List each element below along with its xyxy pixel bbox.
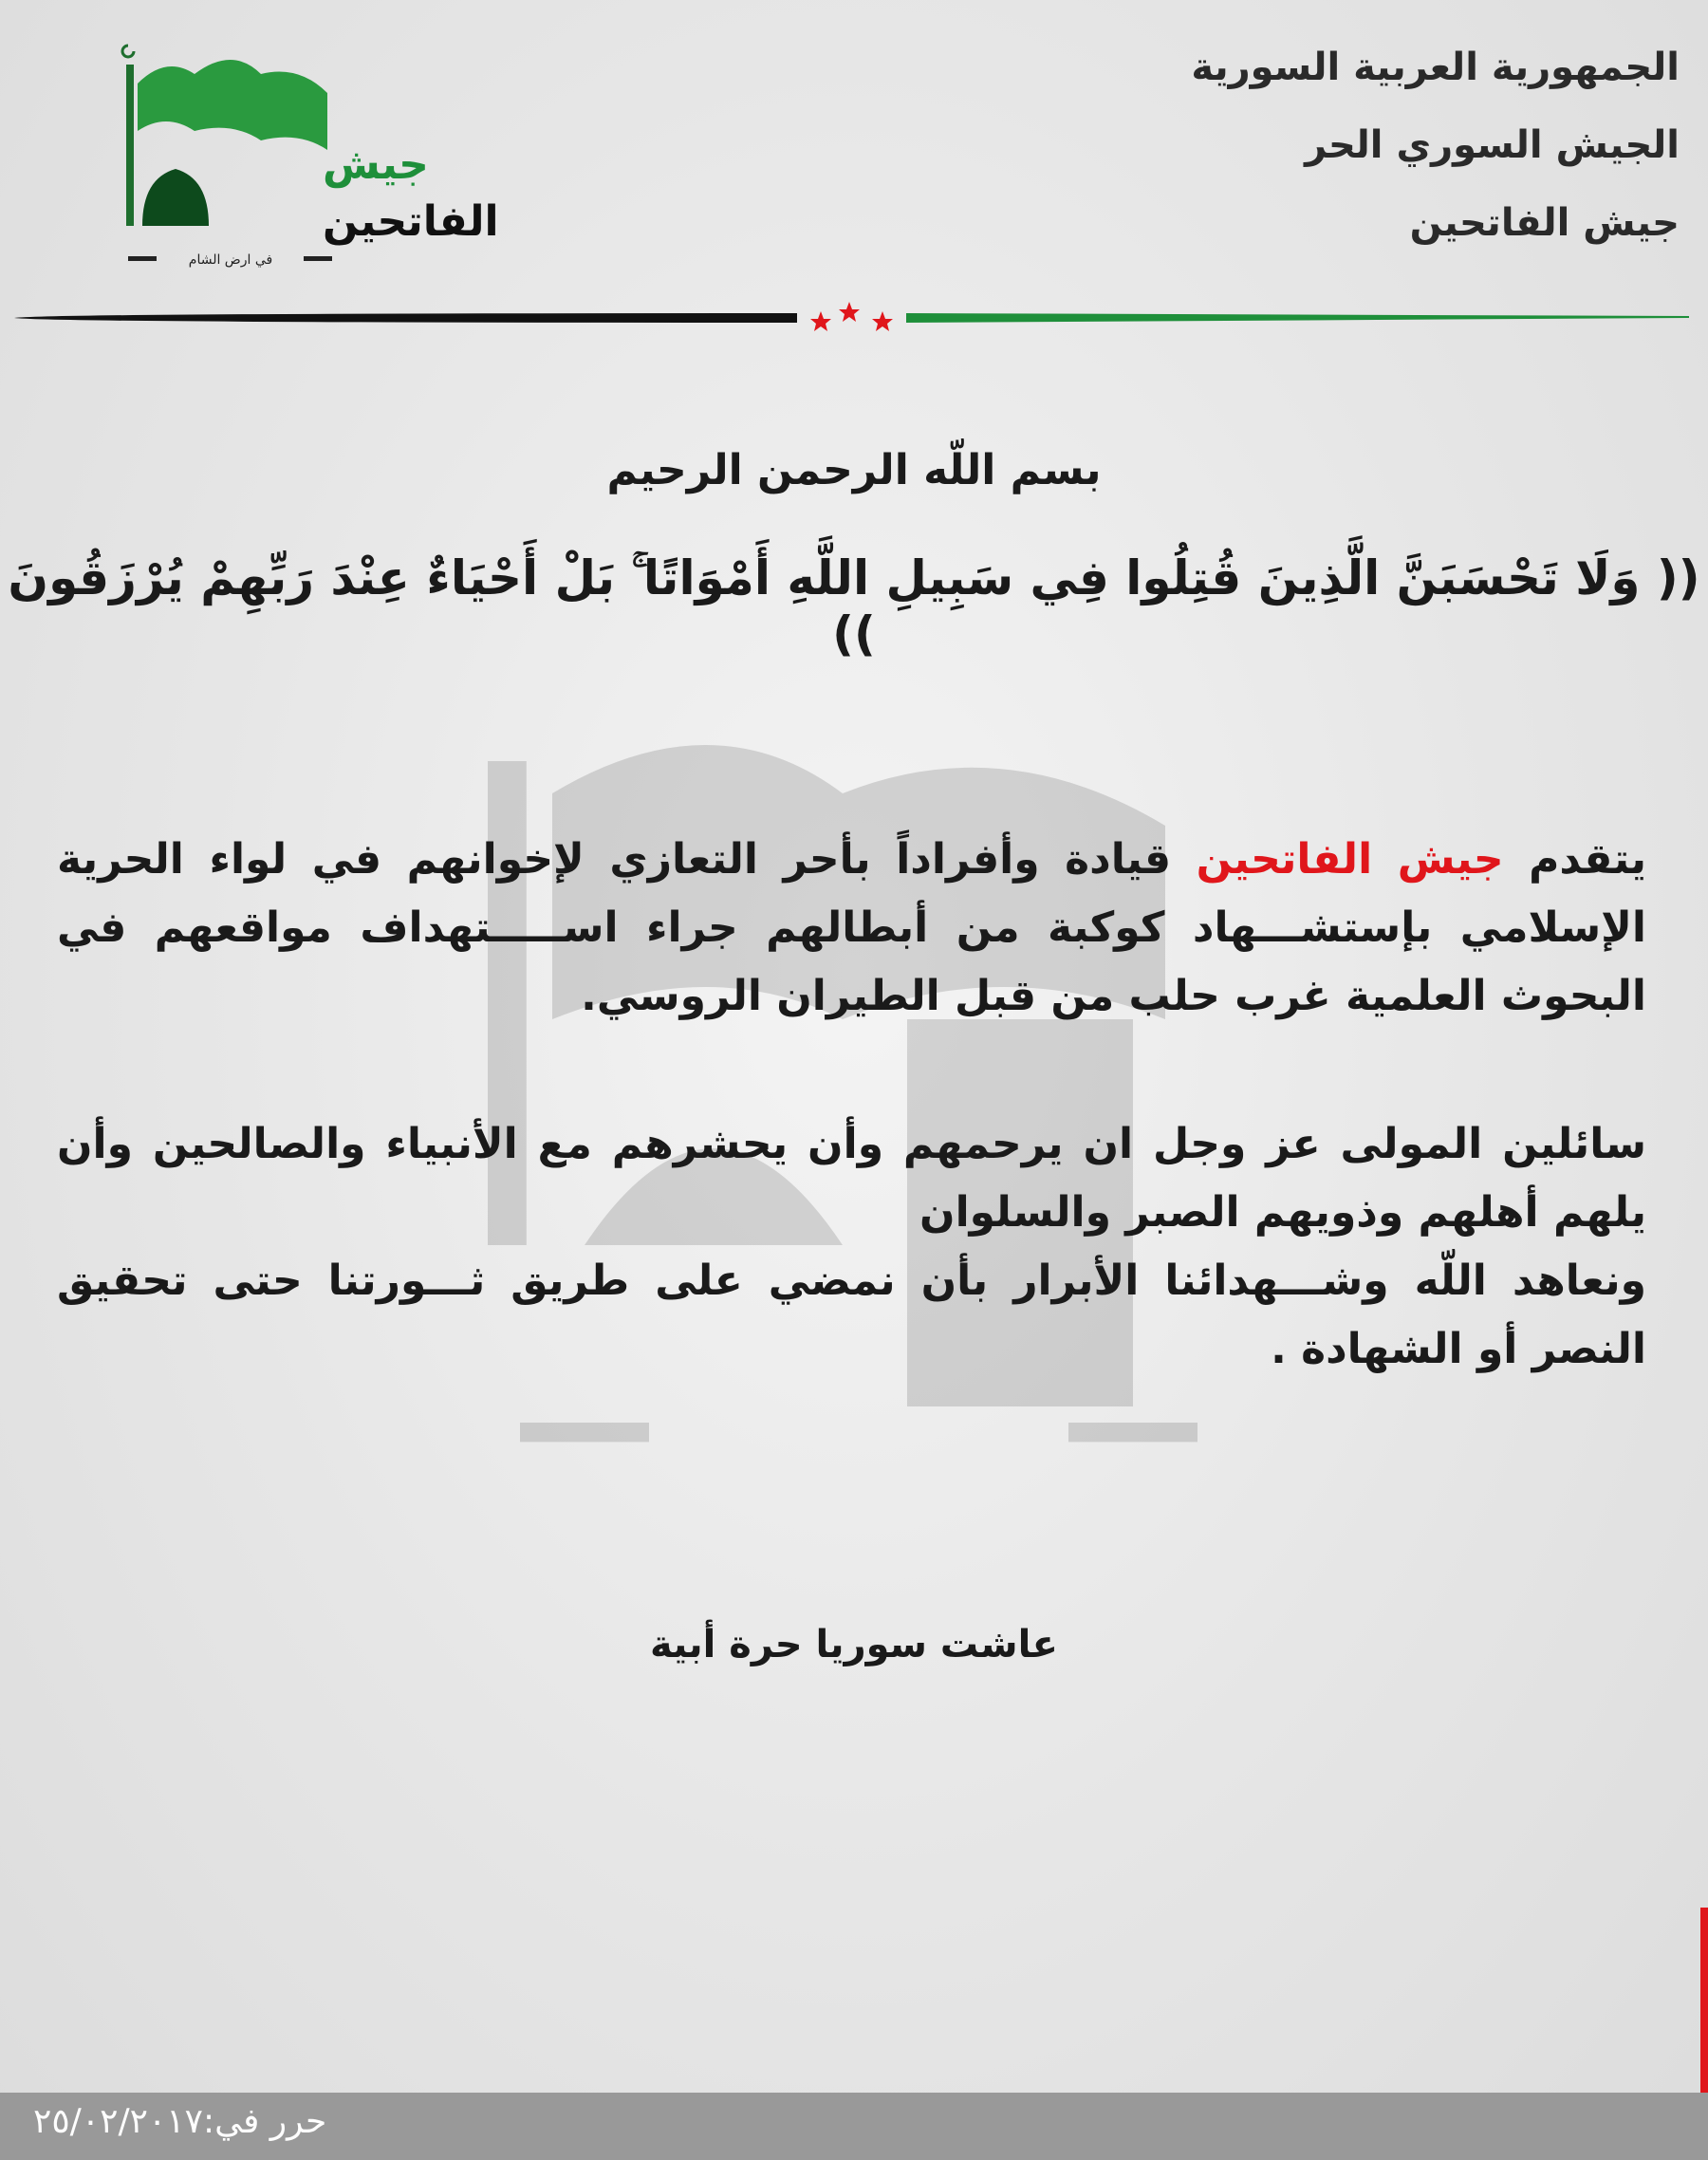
svg-text:جيش: جيش (323, 140, 429, 189)
red-accent-bar (1700, 1908, 1708, 2093)
quran-verse: (( وَلَا تَحْسَبَنَّ الَّذِينَ قُتِلُوا فِي سَبِيلِ اللَّهِ أَمْوَاتًا ۚ بَلْ أَحْيَاءٌ عِنْدَ رَبِّهِمْ يُرْزَقُونَ )) (8, 550, 1700, 661)
pledge-text: ونعاهد اللّه وشـــهدائنا الأبرار بأن نمضي على طريق ثـــورتنا حتى تحقيق النصر أو الشهادة . (57, 1257, 1646, 1373)
svg-text:الفاتحين: الفاتحين (323, 197, 499, 246)
star-icon (839, 302, 860, 322)
faction-name-highlight: جيش الفاتحين (1196, 835, 1504, 884)
star-icon (872, 311, 893, 331)
prayer-paragraph (57, 1110, 1646, 1384)
p1-rest: قيادة وأفراداً بأحر التعازي لإخوانهم في لواء الحرية الإسلامي بإستشـــهاد كوكبة من أبطالهم جراء اســـــتهداف مواقعهم في البحوث العلمية غرب حلب من قبل الطيران الروسي. (57, 835, 1646, 1020)
svg-text:في ارض الشام: في ارض الشام (188, 252, 273, 268)
issue-date: حرر في:٢٥/٠٢/٢٠١٧ (33, 2102, 327, 2141)
prayer-text: سائلين المولى عز وجل ان يرحمهم وأن يحشرهم مع الأنبياء والصالحين وأن يلهم أهلهم وذويهم الصبر والسلوان (57, 1120, 1646, 1237)
p1-start: يتقدم (1503, 835, 1646, 884)
faction-logo (119, 36, 499, 273)
condolence-paragraph (57, 826, 1646, 1031)
footer-bar (0, 2093, 1708, 2160)
star-icon (810, 311, 831, 331)
header-army: الجيش السوري الحر (1305, 123, 1680, 167)
flag-divider (14, 302, 1689, 340)
basmala: بسم اللّه الرحمن الرحيم (606, 446, 1102, 494)
closing-slogan: عاشت سوريا حرة أبية (650, 1623, 1058, 1667)
header-country: الجمهورية العربية السورية (1191, 46, 1680, 89)
header-faction: جيش الفاتحين (1409, 201, 1680, 245)
